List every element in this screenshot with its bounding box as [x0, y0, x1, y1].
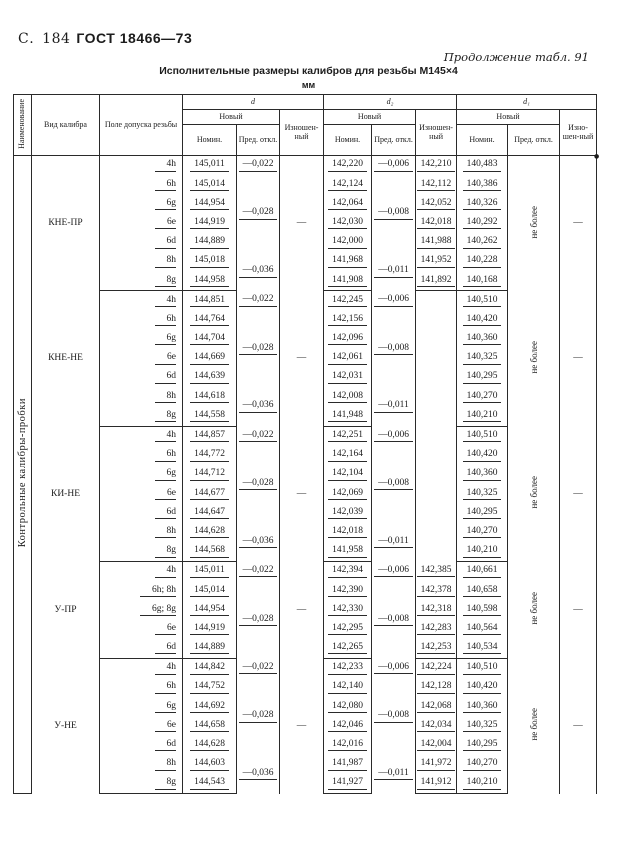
- header-d: d: [183, 95, 324, 110]
- tolerance-field: 4h: [100, 156, 183, 176]
- tolerance-field: 6e: [100, 716, 183, 735]
- tolerance-field: 8h: [100, 387, 183, 406]
- tolerance-field: 6d: [100, 233, 183, 252]
- d-nominal: 144,658: [183, 716, 237, 735]
- d1-nominal: 140,483: [457, 156, 508, 176]
- d-nominal: 144,628: [183, 736, 237, 755]
- tolerance-field: 6d: [100, 503, 183, 522]
- tolerance-field: 6h: [100, 311, 183, 330]
- header-d-dev: Пред. откл.: [237, 125, 280, 156]
- d1-nominal: 140,510: [457, 658, 508, 678]
- header-vid: Вид калибра: [32, 95, 100, 156]
- d1-nominal: 140,228: [457, 252, 508, 271]
- d-nominal: 145,018: [183, 252, 237, 271]
- d2-worn: 142,385: [416, 561, 457, 581]
- d1-nominal: 140,326: [457, 194, 508, 213]
- d-worn: —: [280, 291, 324, 426]
- d1-worn: —: [560, 561, 597, 658]
- d1-deviation: не более: [508, 156, 560, 291]
- d2-deviation: —0,006: [372, 658, 416, 678]
- d-nominal: 144,857: [183, 426, 237, 446]
- d2-worn: 142,253: [416, 639, 457, 659]
- header-d-worn: Изношен-ный: [280, 110, 324, 156]
- d2-worn: 142,052: [416, 194, 457, 213]
- d-deviation: —0,022: [237, 426, 280, 446]
- d-deviation: —0,036: [237, 523, 280, 562]
- d2-deviation: —0,011: [372, 755, 416, 794]
- d2-worn: 142,318: [416, 600, 457, 619]
- header-d1-nomin: Номин.: [457, 125, 508, 156]
- d2-nominal: 141,927: [324, 774, 372, 794]
- tolerance-field: 6e: [100, 214, 183, 233]
- tolerance-field: 6d: [100, 736, 183, 755]
- calibre-type: КНЕ-НЕ: [32, 291, 100, 426]
- d2-nominal: 142,080: [324, 697, 372, 716]
- d-nominal: 144,677: [183, 484, 237, 503]
- standard-code: ГОСТ 18466—73: [76, 30, 193, 46]
- header-d1-new: Новый: [457, 110, 560, 125]
- tolerance-field: 4h: [100, 561, 183, 581]
- tolerance-field: 6e: [100, 484, 183, 503]
- d-worn: —: [280, 658, 324, 793]
- d2-nominal: 141,958: [324, 542, 372, 562]
- header-d1-dev: Пред. откл.: [508, 125, 560, 156]
- d2-deviation: —0,008: [372, 311, 416, 388]
- d2-worn: 142,224: [416, 658, 457, 678]
- d1-nominal: 140,262: [457, 233, 508, 252]
- d2-worn: 142,128: [416, 678, 457, 697]
- group-label: Контрольные калибры-пробки: [14, 156, 32, 794]
- d-deviation: —0,036: [237, 252, 280, 291]
- d-deviation: —0,022: [237, 291, 280, 311]
- d-nominal: 144,712: [183, 465, 237, 484]
- d1-nominal: 140,325: [457, 484, 508, 503]
- header-d1: d₁: [457, 95, 597, 110]
- d2-worn: 141,912: [416, 774, 457, 794]
- header-d1-worn: Изно-шен-ный: [560, 110, 597, 156]
- d2-nominal: 142,046: [324, 716, 372, 735]
- tolerance-field: 8h: [100, 252, 183, 271]
- d-nominal: 144,764: [183, 311, 237, 330]
- table-row: [14, 291, 597, 311]
- d2-deviation: —0,008: [372, 581, 416, 658]
- d-nominal: 144,603: [183, 755, 237, 774]
- d2-nominal: 142,096: [324, 330, 372, 349]
- d2-nominal: 142,394: [324, 561, 372, 581]
- d-worn: —: [280, 561, 324, 658]
- d2-worn: 142,004: [416, 736, 457, 755]
- d2-worn: 141,952: [416, 252, 457, 271]
- d2-deviation: —0,006: [372, 291, 416, 311]
- d-deviation: —0,028: [237, 678, 280, 755]
- d1-nominal: 140,534: [457, 639, 508, 659]
- d2-nominal: 142,061: [324, 349, 372, 368]
- d2-worn: 142,283: [416, 620, 457, 639]
- d2-nominal: 142,245: [324, 291, 372, 311]
- d-nominal: 144,842: [183, 658, 237, 678]
- table-row: [14, 561, 597, 581]
- d-nominal: 144,919: [183, 620, 237, 639]
- d-nominal: 144,628: [183, 523, 237, 542]
- d2-worn: 142,210: [416, 156, 457, 176]
- header-name: Наименование: [14, 95, 32, 156]
- d1-deviation: не более: [508, 291, 560, 426]
- tolerance-field: 6d: [100, 639, 183, 659]
- d1-worn: —: [560, 156, 597, 291]
- calibre-type: У-НЕ: [32, 658, 100, 793]
- d-nominal: 144,889: [183, 639, 237, 659]
- d1-nominal: 140,510: [457, 291, 508, 311]
- d1-nominal: 140,295: [457, 503, 508, 522]
- d1-nominal: 140,325: [457, 716, 508, 735]
- d-deviation: —0,028: [237, 581, 280, 658]
- d1-nominal: 140,386: [457, 175, 508, 194]
- d1-worn: —: [560, 291, 597, 426]
- d-worn: —: [280, 426, 324, 561]
- page-number: 184: [42, 31, 71, 47]
- d2-nominal: 142,069: [324, 484, 372, 503]
- table-row: [14, 156, 597, 176]
- d-nominal: 144,954: [183, 600, 237, 619]
- calibre-type: КНЕ-ПР: [32, 156, 100, 291]
- d2-deviation: —0,006: [372, 426, 416, 446]
- d-deviation: —0,028: [237, 175, 280, 252]
- d2-nominal: 142,164: [324, 446, 372, 465]
- d2-worn: 142,378: [416, 581, 457, 600]
- d2-nominal: 142,156: [324, 311, 372, 330]
- d-deviation: —0,022: [237, 658, 280, 678]
- header-d2-nomin: Номин.: [324, 125, 372, 156]
- d-nominal: 144,669: [183, 349, 237, 368]
- d2-nominal: 142,265: [324, 639, 372, 659]
- tolerance-field: 8g: [100, 271, 183, 291]
- d2-nominal: 142,018: [324, 523, 372, 542]
- tolerance-field: 6h: [100, 446, 183, 465]
- tolerance-field: 6g: [100, 465, 183, 484]
- table-body: [14, 156, 597, 794]
- d-worn: —: [280, 156, 324, 291]
- d2-worn: 142,112: [416, 175, 457, 194]
- d1-nominal: 140,420: [457, 311, 508, 330]
- d2-nominal: 141,948: [324, 406, 372, 426]
- d2-nominal: 142,000: [324, 233, 372, 252]
- d2-worn: 142,068: [416, 697, 457, 716]
- d2-deviation: —0,006: [372, 561, 416, 581]
- tolerance-field: 6h: [100, 678, 183, 697]
- d-nominal: 144,568: [183, 542, 237, 562]
- d1-nominal: 140,210: [457, 542, 508, 562]
- d2-deviation: —0,006: [372, 156, 416, 176]
- d1-nominal: 140,210: [457, 774, 508, 794]
- d2-nominal: 142,030: [324, 214, 372, 233]
- tolerance-field: 8h: [100, 755, 183, 774]
- d-nominal: 145,011: [183, 156, 237, 176]
- d-nominal: 144,958: [183, 271, 237, 291]
- tolerance-field: 8h: [100, 523, 183, 542]
- d1-nominal: 140,292: [457, 214, 508, 233]
- d2-nominal: 141,968: [324, 252, 372, 271]
- d1-worn: —: [560, 426, 597, 561]
- d2-nominal: 142,016: [324, 736, 372, 755]
- d2-worn: 141,988: [416, 233, 457, 252]
- units-label: мм: [301, 80, 316, 90]
- d1-nominal: 140,564: [457, 620, 508, 639]
- d2-nominal: 141,908: [324, 271, 372, 291]
- d-nominal: 144,639: [183, 368, 237, 387]
- d-nominal: 144,543: [183, 774, 237, 794]
- d2-nominal: 142,251: [324, 426, 372, 446]
- bullet-mark: ●: [594, 153, 600, 160]
- tolerance-field: 6d: [100, 368, 183, 387]
- d-deviation: —0,036: [237, 387, 280, 426]
- table-title: Исполнительные размеры калибров для резьбы М145×4: [159, 65, 458, 77]
- d1-deviation: не более: [508, 658, 560, 793]
- d2-nominal: 142,233: [324, 658, 372, 678]
- table-header: [14, 95, 597, 156]
- d1-nominal: 140,295: [457, 368, 508, 387]
- page-reference: [18, 30, 192, 47]
- header-d2-dev: Пред. откл.: [372, 125, 416, 156]
- d-nominal: 144,618: [183, 387, 237, 406]
- d1-nominal: 140,658: [457, 581, 508, 600]
- d-deviation: —0,028: [237, 311, 280, 388]
- d-deviation: —0,022: [237, 561, 280, 581]
- tolerance-field: 6g; 8g: [100, 600, 183, 619]
- tolerance-field: 6h: [100, 175, 183, 194]
- d2-worn: 142,034: [416, 716, 457, 735]
- d1-nominal: 140,510: [457, 426, 508, 446]
- header-d2-new: Новый: [324, 110, 416, 125]
- d2-nominal: 142,031: [324, 368, 372, 387]
- header-d-nomin: Номин.: [183, 125, 237, 156]
- d1-nominal: 140,420: [457, 446, 508, 465]
- d2-worn-empty: [416, 426, 457, 561]
- continuation-note: Продолжение табл. 91: [443, 50, 589, 64]
- d2-nominal: 142,140: [324, 678, 372, 697]
- d1-nominal: 140,295: [457, 736, 508, 755]
- d1-nominal: 140,661: [457, 561, 508, 581]
- d2-nominal: 142,390: [324, 581, 372, 600]
- tolerance-field: 8g: [100, 406, 183, 426]
- d1-nominal: 140,270: [457, 755, 508, 774]
- d2-deviation: —0,008: [372, 446, 416, 523]
- d-nominal: 144,919: [183, 214, 237, 233]
- d-nominal: 144,851: [183, 291, 237, 311]
- d2-nominal: 142,124: [324, 175, 372, 194]
- d-nominal: 144,647: [183, 503, 237, 522]
- d1-nominal: 140,360: [457, 697, 508, 716]
- d-deviation: —0,036: [237, 755, 280, 794]
- d1-nominal: 140,210: [457, 406, 508, 426]
- table-row: [14, 658, 597, 678]
- tolerance-field: 6e: [100, 620, 183, 639]
- d1-nominal: 140,325: [457, 349, 508, 368]
- tolerance-field: 8g: [100, 542, 183, 562]
- page-header: [0, 0, 617, 100]
- d2-nominal: 142,064: [324, 194, 372, 213]
- d1-nominal: 140,360: [457, 330, 508, 349]
- d1-nominal: 140,360: [457, 465, 508, 484]
- d2-worn: 141,972: [416, 755, 457, 774]
- tolerance-field: 4h: [100, 658, 183, 678]
- d2-nominal: 142,039: [324, 503, 372, 522]
- d-nominal: 145,014: [183, 581, 237, 600]
- d2-nominal: 142,008: [324, 387, 372, 406]
- d2-deviation: —0,011: [372, 523, 416, 562]
- d-nominal: 144,954: [183, 194, 237, 213]
- d-nominal: 144,558: [183, 406, 237, 426]
- calibre-type: У-ПР: [32, 561, 100, 658]
- tolerance-field: 4h: [100, 291, 183, 311]
- d2-nominal: 141,987: [324, 755, 372, 774]
- d2-deviation: —0,011: [372, 387, 416, 426]
- tolerance-field: 8g: [100, 774, 183, 794]
- d1-deviation: не более: [508, 561, 560, 658]
- d-nominal: 144,889: [183, 233, 237, 252]
- d-nominal: 144,704: [183, 330, 237, 349]
- tolerance-field: 6g: [100, 697, 183, 716]
- header-d-new: Новый: [183, 110, 280, 125]
- header-tolerance: Поле допуска резьбы: [100, 95, 183, 156]
- calibre-type: КИ-НЕ: [32, 426, 100, 561]
- tolerance-field: 6e: [100, 349, 183, 368]
- d-nominal: 144,772: [183, 446, 237, 465]
- header-d2-worn: Изношен-ный: [416, 110, 457, 156]
- d2-deviation: —0,008: [372, 175, 416, 252]
- header-d2: d₂: [324, 95, 457, 110]
- dimensions-table: [13, 94, 600, 794]
- d2-nominal: 142,220: [324, 156, 372, 176]
- tolerance-field: 6g: [100, 330, 183, 349]
- d2-deviation: —0,011: [372, 252, 416, 291]
- d-nominal: 145,014: [183, 175, 237, 194]
- d1-deviation: не более: [508, 426, 560, 561]
- tolerance-field: 4h: [100, 426, 183, 446]
- tolerance-field: 6h; 8h: [100, 581, 183, 600]
- d1-worn: —: [560, 658, 597, 793]
- d2-nominal: 142,295: [324, 620, 372, 639]
- page-prefix: С.: [18, 31, 35, 47]
- d2-nominal: 142,104: [324, 465, 372, 484]
- d1-nominal: 140,270: [457, 387, 508, 406]
- d2-deviation: —0,008: [372, 678, 416, 755]
- d-nominal: 144,752: [183, 678, 237, 697]
- tolerance-field: 6g: [100, 194, 183, 213]
- d2-worn-empty: [416, 291, 457, 426]
- d1-nominal: 140,270: [457, 523, 508, 542]
- d2-nominal: 142,330: [324, 600, 372, 619]
- d1-nominal: 140,168: [457, 271, 508, 291]
- d-nominal: 145,011: [183, 561, 237, 581]
- d1-nominal: 140,420: [457, 678, 508, 697]
- d2-worn: 141,892: [416, 271, 457, 291]
- d-deviation: —0,028: [237, 446, 280, 523]
- d-nominal: 144,692: [183, 697, 237, 716]
- table-row: [14, 426, 597, 446]
- d1-nominal: 140,598: [457, 600, 508, 619]
- d2-worn: 142,018: [416, 214, 457, 233]
- d-deviation: —0,022: [237, 156, 280, 176]
